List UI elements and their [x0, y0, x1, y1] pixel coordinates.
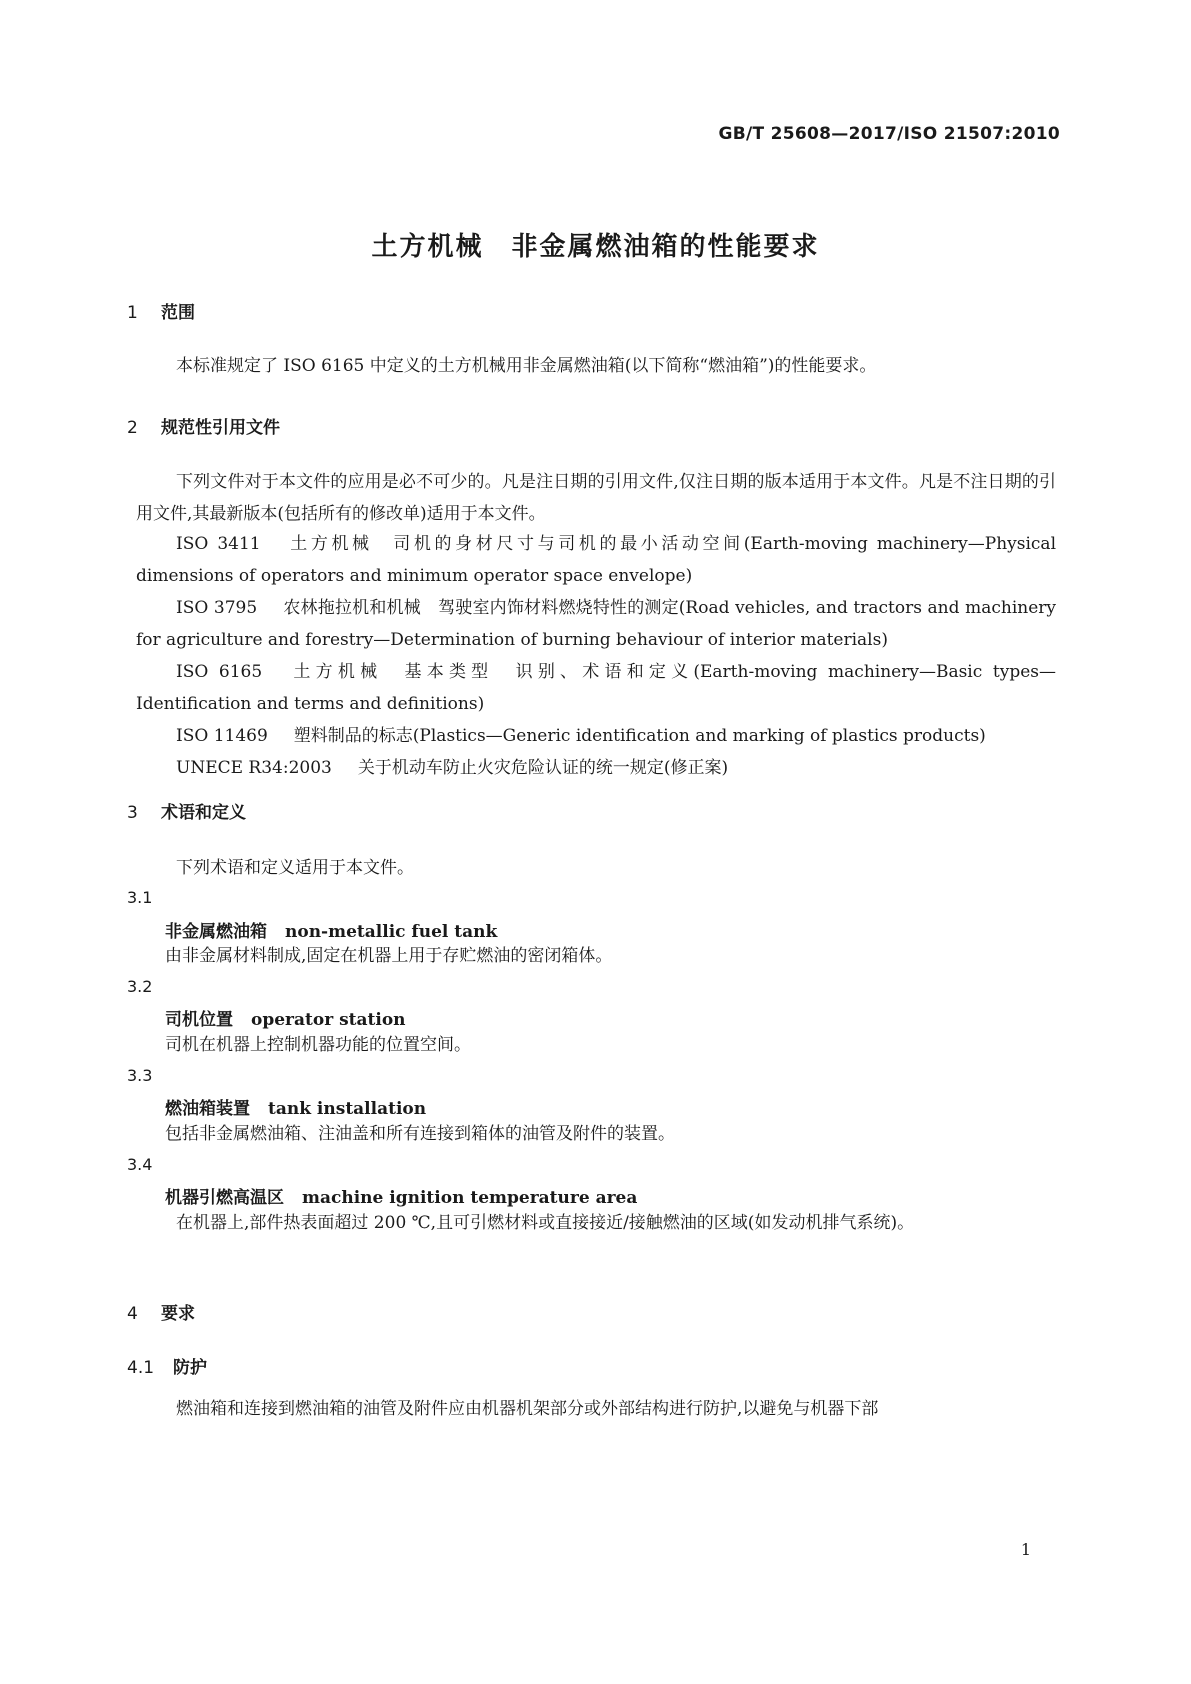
- term-zh: 燃油箱装置: [165, 1099, 250, 1119]
- term-zh: 机器引燃高温区: [165, 1188, 284, 1208]
- reference-text: 农林拖拉机和机械 驾驶室内饰材料燃烧特性的测定(Road vehicles, and tractors and machinery for agriculture and forestry—Determination of burning behaviour of interior materials): [136, 598, 1057, 650]
- section-heading-2: [127, 413, 280, 438]
- term-en: operator station: [251, 1010, 406, 1030]
- section-number: 4: [127, 1304, 138, 1324]
- reference-item: [136, 528, 1056, 592]
- reference-item: [136, 656, 1056, 720]
- term-definition: 包括非金属燃油箱、注油盖和所有连接到箱体的油管及附件的装置。: [165, 1124, 675, 1144]
- term-en: non-metallic fuel tank: [285, 922, 498, 942]
- term-en: machine ignition temperature area: [302, 1188, 638, 1208]
- reference-code: UNECE R34:2003: [176, 758, 332, 778]
- section-title: 要求: [161, 1304, 195, 1324]
- page-number: 1: [1020, 1540, 1031, 1559]
- section-heading-4: [127, 1299, 195, 1324]
- section-3-intro: 下列术语和定义适用于本文件。: [176, 858, 414, 878]
- reference-code: ISO 3795: [176, 598, 258, 618]
- section-2-intro: 下列文件对于本文件的应用是必不可少的。凡是注日期的引用文件,仅注日期的版本适用于本文件。凡是不注日期的引用文件,其最新版本(包括所有的修改单)适用于本文件。: [136, 472, 1056, 524]
- section-1-body: 本标准规定了 ISO 6165 中定义的土方机械用非金属燃油箱(以下简称“燃油箱”)的性能要求。: [176, 356, 877, 376]
- term-number: 3.4: [127, 1155, 153, 1174]
- term-zh: 司机位置: [165, 1010, 233, 1030]
- section-title: 规范性引用文件: [161, 418, 280, 438]
- term-definition: 由非金属材料制成,固定在机器上用于存贮燃油的密闭箱体。: [165, 946, 613, 966]
- term-definition: 司机在机器上控制机器功能的位置空间。: [165, 1035, 471, 1055]
- reference-text: 土方机械 司机的身材尺寸与司机的最小活动空间(Earth-moving machinery—Physical dimensions of operators and minimum operator space envelope): [136, 534, 1057, 586]
- term-heading: [165, 917, 497, 942]
- section-heading-1: [127, 298, 195, 323]
- section-title: 防护: [173, 1358, 207, 1378]
- section-number: 3: [127, 803, 138, 823]
- standard-code: GB/T 25608—2017/ISO 21507:2010: [718, 124, 1060, 144]
- section-number: 4.1: [127, 1358, 155, 1378]
- document-title: 土方机械 非金属燃油箱的性能要求: [371, 232, 820, 262]
- reference-list: [136, 528, 1056, 784]
- term-heading: [165, 1005, 406, 1030]
- term-number: 3.3: [127, 1066, 153, 1085]
- reference-item: [136, 592, 1056, 656]
- section-number: 2: [127, 418, 138, 438]
- reference-code: ISO 6165: [176, 662, 263, 682]
- term-en: tank installation: [268, 1099, 427, 1119]
- term-zh: 非金属燃油箱: [165, 922, 267, 942]
- term-number: 3.1: [127, 888, 153, 907]
- reference-code: ISO 3411: [176, 534, 261, 554]
- section-4-1-body: 燃油箱和连接到燃油箱的油管及附件应由机器机架部分或外部结构进行防护,以避免与机器下部: [176, 1399, 879, 1419]
- section-heading-3: [127, 798, 246, 823]
- reference-item: [136, 752, 1056, 784]
- section-title: 范围: [161, 303, 195, 323]
- section-number: 1: [127, 303, 138, 323]
- term-number: 3.2: [127, 977, 153, 996]
- section-heading-4-1: [127, 1353, 207, 1378]
- term-definition: 在机器上,部件热表面超过 200 ℃,且可引燃材料或直接接近/接触燃油的区域(如发动机排气系统)。: [176, 1213, 915, 1233]
- reference-text: 土方机械 基本类型 识别、术语和定义(Earth-moving machinery—Basic types—Identification and terms and definitions): [136, 662, 1056, 714]
- reference-item: [136, 720, 1056, 752]
- term-heading: [165, 1094, 426, 1119]
- reference-text: 关于机动车防止火灾危险认证的统一规定(修正案): [357, 758, 729, 778]
- section-title: 术语和定义: [161, 803, 246, 823]
- reference-code: ISO 11469: [176, 726, 268, 746]
- term-heading: [165, 1183, 637, 1208]
- reference-text: 塑料制品的标志(Plastics—Generic identification and marking of plastics products): [293, 726, 986, 746]
